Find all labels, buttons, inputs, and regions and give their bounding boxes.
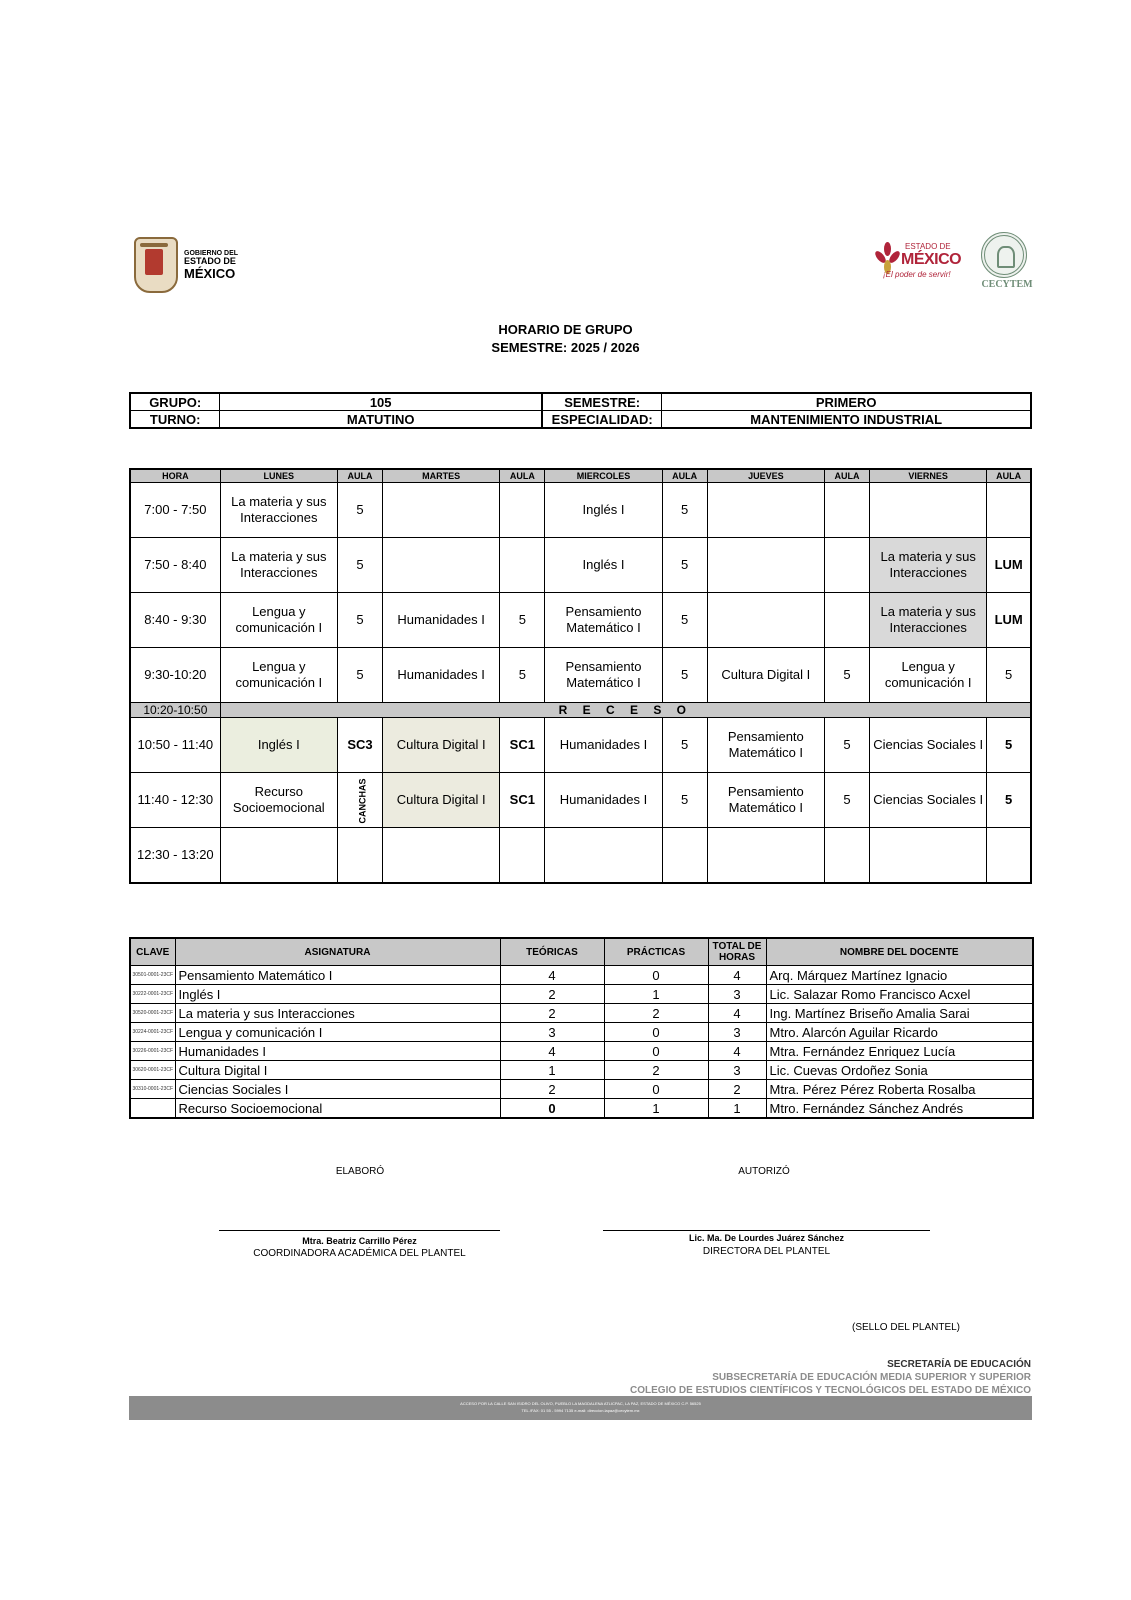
room-cell bbox=[987, 828, 1031, 884]
logo-text-line: GOBIERNO DEL bbox=[184, 249, 239, 257]
time-slot: 10:50 - 11:40 bbox=[130, 718, 220, 773]
class-cell: Inglés I bbox=[220, 718, 337, 773]
subject-practicas: 1 bbox=[604, 1099, 708, 1119]
room-cell: SC3 bbox=[337, 718, 382, 773]
class-cell bbox=[707, 828, 824, 884]
subject-total: 4 bbox=[708, 966, 766, 985]
header-total-line2: HORAS bbox=[718, 952, 756, 963]
autorizo-name: Lic. Ma. De Lourdes Juárez Sánchez bbox=[688, 1233, 845, 1243]
subject-total: 3 bbox=[708, 985, 766, 1004]
subject-teoricas: 2 bbox=[500, 1080, 604, 1099]
room-cell: 5 bbox=[662, 538, 707, 593]
subject-total: 3 bbox=[708, 1023, 766, 1042]
header-teoricas: TEÓRICAS bbox=[500, 938, 604, 966]
room-label-vertical: CANCHAS bbox=[357, 778, 368, 823]
semestre-label: SEMESTRE: bbox=[542, 393, 662, 411]
signature-line bbox=[219, 1230, 500, 1231]
room-cell: 5 bbox=[500, 593, 545, 648]
subject-row bbox=[130, 1099, 1033, 1119]
especialidad-value: MANTENIMIENTO INDUSTRIAL bbox=[662, 411, 1031, 429]
room-cell: 5 bbox=[337, 593, 382, 648]
group-info-table bbox=[129, 392, 1032, 429]
footer-line: COLEGIO DE ESTUDIOS CIENTÍFICOS Y TECNOLÓGICOS DEL ESTADO DE MÉXICO bbox=[630, 1385, 1031, 1396]
room-cell: 5 bbox=[500, 648, 545, 703]
header-viernes: VIERNES bbox=[870, 469, 987, 483]
class-cell: Inglés I bbox=[545, 483, 662, 538]
subject-asignatura: Cultura Digital I bbox=[175, 1061, 500, 1080]
class-cell bbox=[870, 828, 987, 884]
schedule-row bbox=[130, 593, 1031, 648]
subject-practicas: 1 bbox=[604, 985, 708, 1004]
class-cell bbox=[383, 828, 500, 884]
time-slot: 11:40 - 12:30 bbox=[130, 773, 220, 828]
time-slot: 9:30-10:20 bbox=[130, 648, 220, 703]
subject-row bbox=[130, 1042, 1033, 1061]
subject-teoricas: 3 bbox=[500, 1023, 604, 1042]
room-cell bbox=[824, 538, 869, 593]
class-cell bbox=[870, 483, 987, 538]
class-cell: Ciencias Sociales I bbox=[870, 773, 987, 828]
turno-value: MATUTINO bbox=[220, 411, 542, 429]
subject-clave: 30620-0001-23CF bbox=[130, 1061, 175, 1080]
logo-text: CECYTEM bbox=[981, 279, 1033, 290]
class-cell: La materia y sus Interacciones bbox=[870, 538, 987, 593]
room-cell bbox=[337, 828, 382, 884]
subject-practicas: 0 bbox=[604, 1042, 708, 1061]
estado-de-mexico-logo bbox=[877, 240, 973, 286]
header-practicas: PRÁCTICAS bbox=[604, 938, 708, 966]
subject-clave bbox=[130, 1099, 175, 1119]
subject-row bbox=[130, 1061, 1033, 1080]
header-lunes: LUNES bbox=[220, 469, 337, 483]
subject-practicas: 2 bbox=[604, 1061, 708, 1080]
header-miercoles: MIERCOLES bbox=[545, 469, 662, 483]
class-cell: Lengua y comunicación I bbox=[220, 648, 337, 703]
subject-docente: Lic. Cuevas Ordoñez Sonia bbox=[766, 1061, 1033, 1080]
subject-row bbox=[130, 1004, 1033, 1023]
footer-contact: TEL./FAX: 01 55 - 5994 7135 e-mail: direccion.lapaz@cecytem.mx bbox=[521, 1408, 640, 1413]
room-cell: 5 bbox=[662, 718, 707, 773]
class-cell: La materia y sus Interacciones bbox=[220, 483, 337, 538]
logo-text-line: MÉXICO bbox=[184, 265, 236, 281]
time-slot: 7:50 - 8:40 bbox=[130, 538, 220, 593]
gobierno-estado-mexico-logo bbox=[134, 238, 244, 292]
subject-total: 4 bbox=[708, 1004, 766, 1023]
class-cell: Pensamiento Matemático I bbox=[545, 593, 662, 648]
subject-teoricas: 4 bbox=[500, 1042, 604, 1061]
header-total-line1: TOTAL DE bbox=[712, 941, 762, 952]
room-cell bbox=[337, 773, 382, 828]
room-cell: SC1 bbox=[500, 773, 545, 828]
header-aula: AULA bbox=[987, 469, 1031, 483]
subject-teoricas: 1 bbox=[500, 1061, 604, 1080]
semestre-value: PRIMERO bbox=[662, 393, 1031, 411]
subject-asignatura: Pensamiento Matemático I bbox=[175, 966, 500, 985]
subject-teoricas: 2 bbox=[500, 985, 604, 1004]
header-clave: CLAVE bbox=[130, 938, 175, 966]
class-cell: Lengua y comunicación I bbox=[870, 648, 987, 703]
footer-address-bar bbox=[129, 1396, 1032, 1420]
subject-asignatura: Humanidades I bbox=[175, 1042, 500, 1061]
turno-label: TURNO: bbox=[130, 411, 220, 429]
logo-text-line: ESTADO DE bbox=[184, 256, 236, 267]
subject-practicas: 0 bbox=[604, 966, 708, 985]
room-cell bbox=[824, 483, 869, 538]
grupo-label: GRUPO: bbox=[130, 393, 220, 411]
logo-text: MÉXICO bbox=[901, 251, 962, 268]
schedule-row bbox=[130, 648, 1031, 703]
subject-docente: Lic. Salazar Romo Francisco Acxel bbox=[766, 985, 1033, 1004]
subject-row bbox=[130, 1080, 1033, 1099]
especialidad-label: ESPECIALIDAD: bbox=[542, 411, 662, 429]
header-aula: AULA bbox=[337, 469, 382, 483]
subject-asignatura: Ciencias Sociales I bbox=[175, 1080, 500, 1099]
class-cell bbox=[220, 828, 337, 884]
class-cell: Cultura Digital I bbox=[383, 773, 500, 828]
schedule-table bbox=[129, 468, 1032, 884]
signature-line bbox=[603, 1230, 930, 1231]
subject-row bbox=[130, 966, 1033, 985]
class-cell bbox=[383, 538, 500, 593]
header-docente: NOMBRE DEL DOCENTE bbox=[766, 938, 1033, 966]
footer-address: ACCESO POR LA CALLE SAN ISIDRO DEL OLIVO, PUEBLO LA MAGDALENA ATLICPAC, LA PAZ, ESTADO DE MÉXICO C.P. 56525 bbox=[460, 1401, 701, 1406]
grupo-value: 105 bbox=[220, 393, 542, 411]
class-cell bbox=[545, 828, 662, 884]
subject-docente: Mtra. Pérez Pérez Roberta Rosalba bbox=[766, 1080, 1033, 1099]
room-cell bbox=[824, 828, 869, 884]
room-cell: 5 bbox=[662, 648, 707, 703]
header-jueves: JUEVES bbox=[707, 469, 824, 483]
class-cell: Lengua y comunicación I bbox=[220, 593, 337, 648]
schedule-row bbox=[130, 538, 1031, 593]
class-cell: Ciencias Sociales I bbox=[870, 718, 987, 773]
room-cell bbox=[500, 483, 545, 538]
class-cell: Humanidades I bbox=[545, 718, 662, 773]
cecytem-logo bbox=[977, 232, 1033, 294]
schedule-row bbox=[130, 828, 1031, 884]
time-slot: 12:30 - 13:20 bbox=[130, 828, 220, 884]
class-cell: Humanidades I bbox=[383, 648, 500, 703]
header-hora: HORA bbox=[130, 469, 220, 483]
elaboro-role: COORDINADORA ACADÉMICA DEL PLANTEL bbox=[253, 1248, 466, 1259]
receso-time: 10:20-10:50 bbox=[130, 703, 220, 718]
header-aula: AULA bbox=[824, 469, 869, 483]
subject-clave: 30501-0001-23CF bbox=[130, 966, 175, 985]
elaboro-name: Mtra. Beatriz Carrillo Pérez bbox=[302, 1236, 417, 1246]
subject-practicas: 2 bbox=[604, 1004, 708, 1023]
time-slot: 7:00 - 7:50 bbox=[130, 483, 220, 538]
header-aula: AULA bbox=[500, 469, 545, 483]
room-cell bbox=[987, 483, 1031, 538]
schedule-row bbox=[130, 773, 1031, 828]
subject-row bbox=[130, 985, 1033, 1004]
class-cell: Pensamiento Matemático I bbox=[707, 718, 824, 773]
class-cell: Humanidades I bbox=[545, 773, 662, 828]
class-cell bbox=[383, 483, 500, 538]
room-cell: 5 bbox=[662, 593, 707, 648]
room-cell: 5 bbox=[824, 648, 869, 703]
class-cell: La materia y sus Interacciones bbox=[870, 593, 987, 648]
room-cell: LUM bbox=[987, 538, 1031, 593]
subject-asignatura: Recurso Socioemocional bbox=[175, 1099, 500, 1119]
cecytem-emblem-icon bbox=[981, 232, 1027, 278]
header-right-logos bbox=[877, 232, 1057, 294]
autorizo-role: DIRECTORA DEL PLANTEL bbox=[702, 1246, 831, 1257]
subject-clave: 30310-0001-23CF bbox=[130, 1080, 175, 1099]
coat-of-arms-icon bbox=[134, 237, 178, 293]
receso-row bbox=[130, 703, 1031, 718]
class-cell: Inglés I bbox=[545, 538, 662, 593]
sello-placeholder: (SELLO DEL PLANTEL) bbox=[852, 1322, 961, 1333]
room-cell bbox=[500, 538, 545, 593]
elaboro-label: ELABORÓ bbox=[335, 1166, 385, 1177]
room-cell: 5 bbox=[987, 718, 1031, 773]
room-cell: LUM bbox=[987, 593, 1031, 648]
footer-line: SUBSECRETARÍA DE EDUCACIÓN MEDIA SUPERIOR Y SUPERIOR bbox=[712, 1372, 1031, 1383]
room-cell: 5 bbox=[337, 538, 382, 593]
subject-teoricas: 0 bbox=[500, 1099, 604, 1119]
room-cell: 5 bbox=[987, 773, 1031, 828]
subject-docente: Arq. Márquez Martínez Ignacio bbox=[766, 966, 1033, 985]
logo-slogan: ¡El poder de servir! bbox=[883, 270, 951, 279]
header-martes: MARTES bbox=[383, 469, 500, 483]
class-cell bbox=[707, 538, 824, 593]
receso-label: R E C E S O bbox=[220, 703, 1031, 718]
subject-asignatura: Lengua y comunicación I bbox=[175, 1023, 500, 1042]
subject-total: 2 bbox=[708, 1080, 766, 1099]
room-cell: 5 bbox=[824, 718, 869, 773]
footer-line: SECRETARÍA DE EDUCACIÓN bbox=[887, 1359, 1031, 1370]
subject-total: 4 bbox=[708, 1042, 766, 1061]
class-cell: Recurso Socioemocional bbox=[220, 773, 337, 828]
class-cell: Pensamiento Matemático I bbox=[707, 773, 824, 828]
subject-docente: Ing. Martínez Briseño Amalia Sarai bbox=[766, 1004, 1033, 1023]
class-cell: Pensamiento Matemático I bbox=[545, 648, 662, 703]
class-cell: Cultura Digital I bbox=[383, 718, 500, 773]
room-cell bbox=[824, 593, 869, 648]
subject-teoricas: 2 bbox=[500, 1004, 604, 1023]
schedule-row bbox=[130, 483, 1031, 538]
subject-practicas: 0 bbox=[604, 1023, 708, 1042]
subject-asignatura: Inglés I bbox=[175, 985, 500, 1004]
class-cell: Cultura Digital I bbox=[707, 648, 824, 703]
class-cell: La materia y sus Interacciones bbox=[220, 538, 337, 593]
room-cell: 5 bbox=[662, 483, 707, 538]
subject-practicas: 0 bbox=[604, 1080, 708, 1099]
time-slot: 8:40 - 9:30 bbox=[130, 593, 220, 648]
room-cell: SC1 bbox=[500, 718, 545, 773]
room-cell: 5 bbox=[662, 773, 707, 828]
subject-docente: Mtra. Fernández Enriquez Lucía bbox=[766, 1042, 1033, 1061]
room-cell: 5 bbox=[337, 483, 382, 538]
subjects-table bbox=[129, 937, 1034, 1119]
subject-row bbox=[130, 1023, 1033, 1042]
header-aula: AULA bbox=[662, 469, 707, 483]
room-cell: 5 bbox=[824, 773, 869, 828]
subject-docente: Mtro. Alarcón Aguilar Ricardo bbox=[766, 1023, 1033, 1042]
subject-teoricas: 4 bbox=[500, 966, 604, 985]
subject-clave: 30222-0001-23CF bbox=[130, 985, 175, 1004]
header-total-horas bbox=[708, 938, 766, 966]
logo-text: ESTADO DE bbox=[905, 242, 951, 251]
room-cell: 5 bbox=[987, 648, 1031, 703]
document-subtitle: SEMESTRE: 2025 / 2026 bbox=[491, 340, 640, 355]
class-cell bbox=[707, 593, 824, 648]
document-title: HORARIO DE GRUPO bbox=[498, 322, 633, 337]
subject-total: 1 bbox=[708, 1099, 766, 1119]
subject-clave: 30520-0001-23CF bbox=[130, 1004, 175, 1023]
room-cell bbox=[662, 828, 707, 884]
class-cell bbox=[707, 483, 824, 538]
schedule-row bbox=[130, 718, 1031, 773]
room-cell bbox=[500, 828, 545, 884]
subject-total: 3 bbox=[708, 1061, 766, 1080]
subject-clave: 30224-0001-23CF bbox=[130, 1023, 175, 1042]
header-asignatura: ASIGNATURA bbox=[175, 938, 500, 966]
subject-docente: Mtro. Fernández Sánchez Andrés bbox=[766, 1099, 1033, 1119]
autorizo-label: AUTORIZÓ bbox=[738, 1166, 790, 1177]
room-cell: 5 bbox=[337, 648, 382, 703]
class-cell: Humanidades I bbox=[383, 593, 500, 648]
subject-clave: 30226-0001-23CF bbox=[130, 1042, 175, 1061]
subject-asignatura: La materia y sus Interacciones bbox=[175, 1004, 500, 1023]
